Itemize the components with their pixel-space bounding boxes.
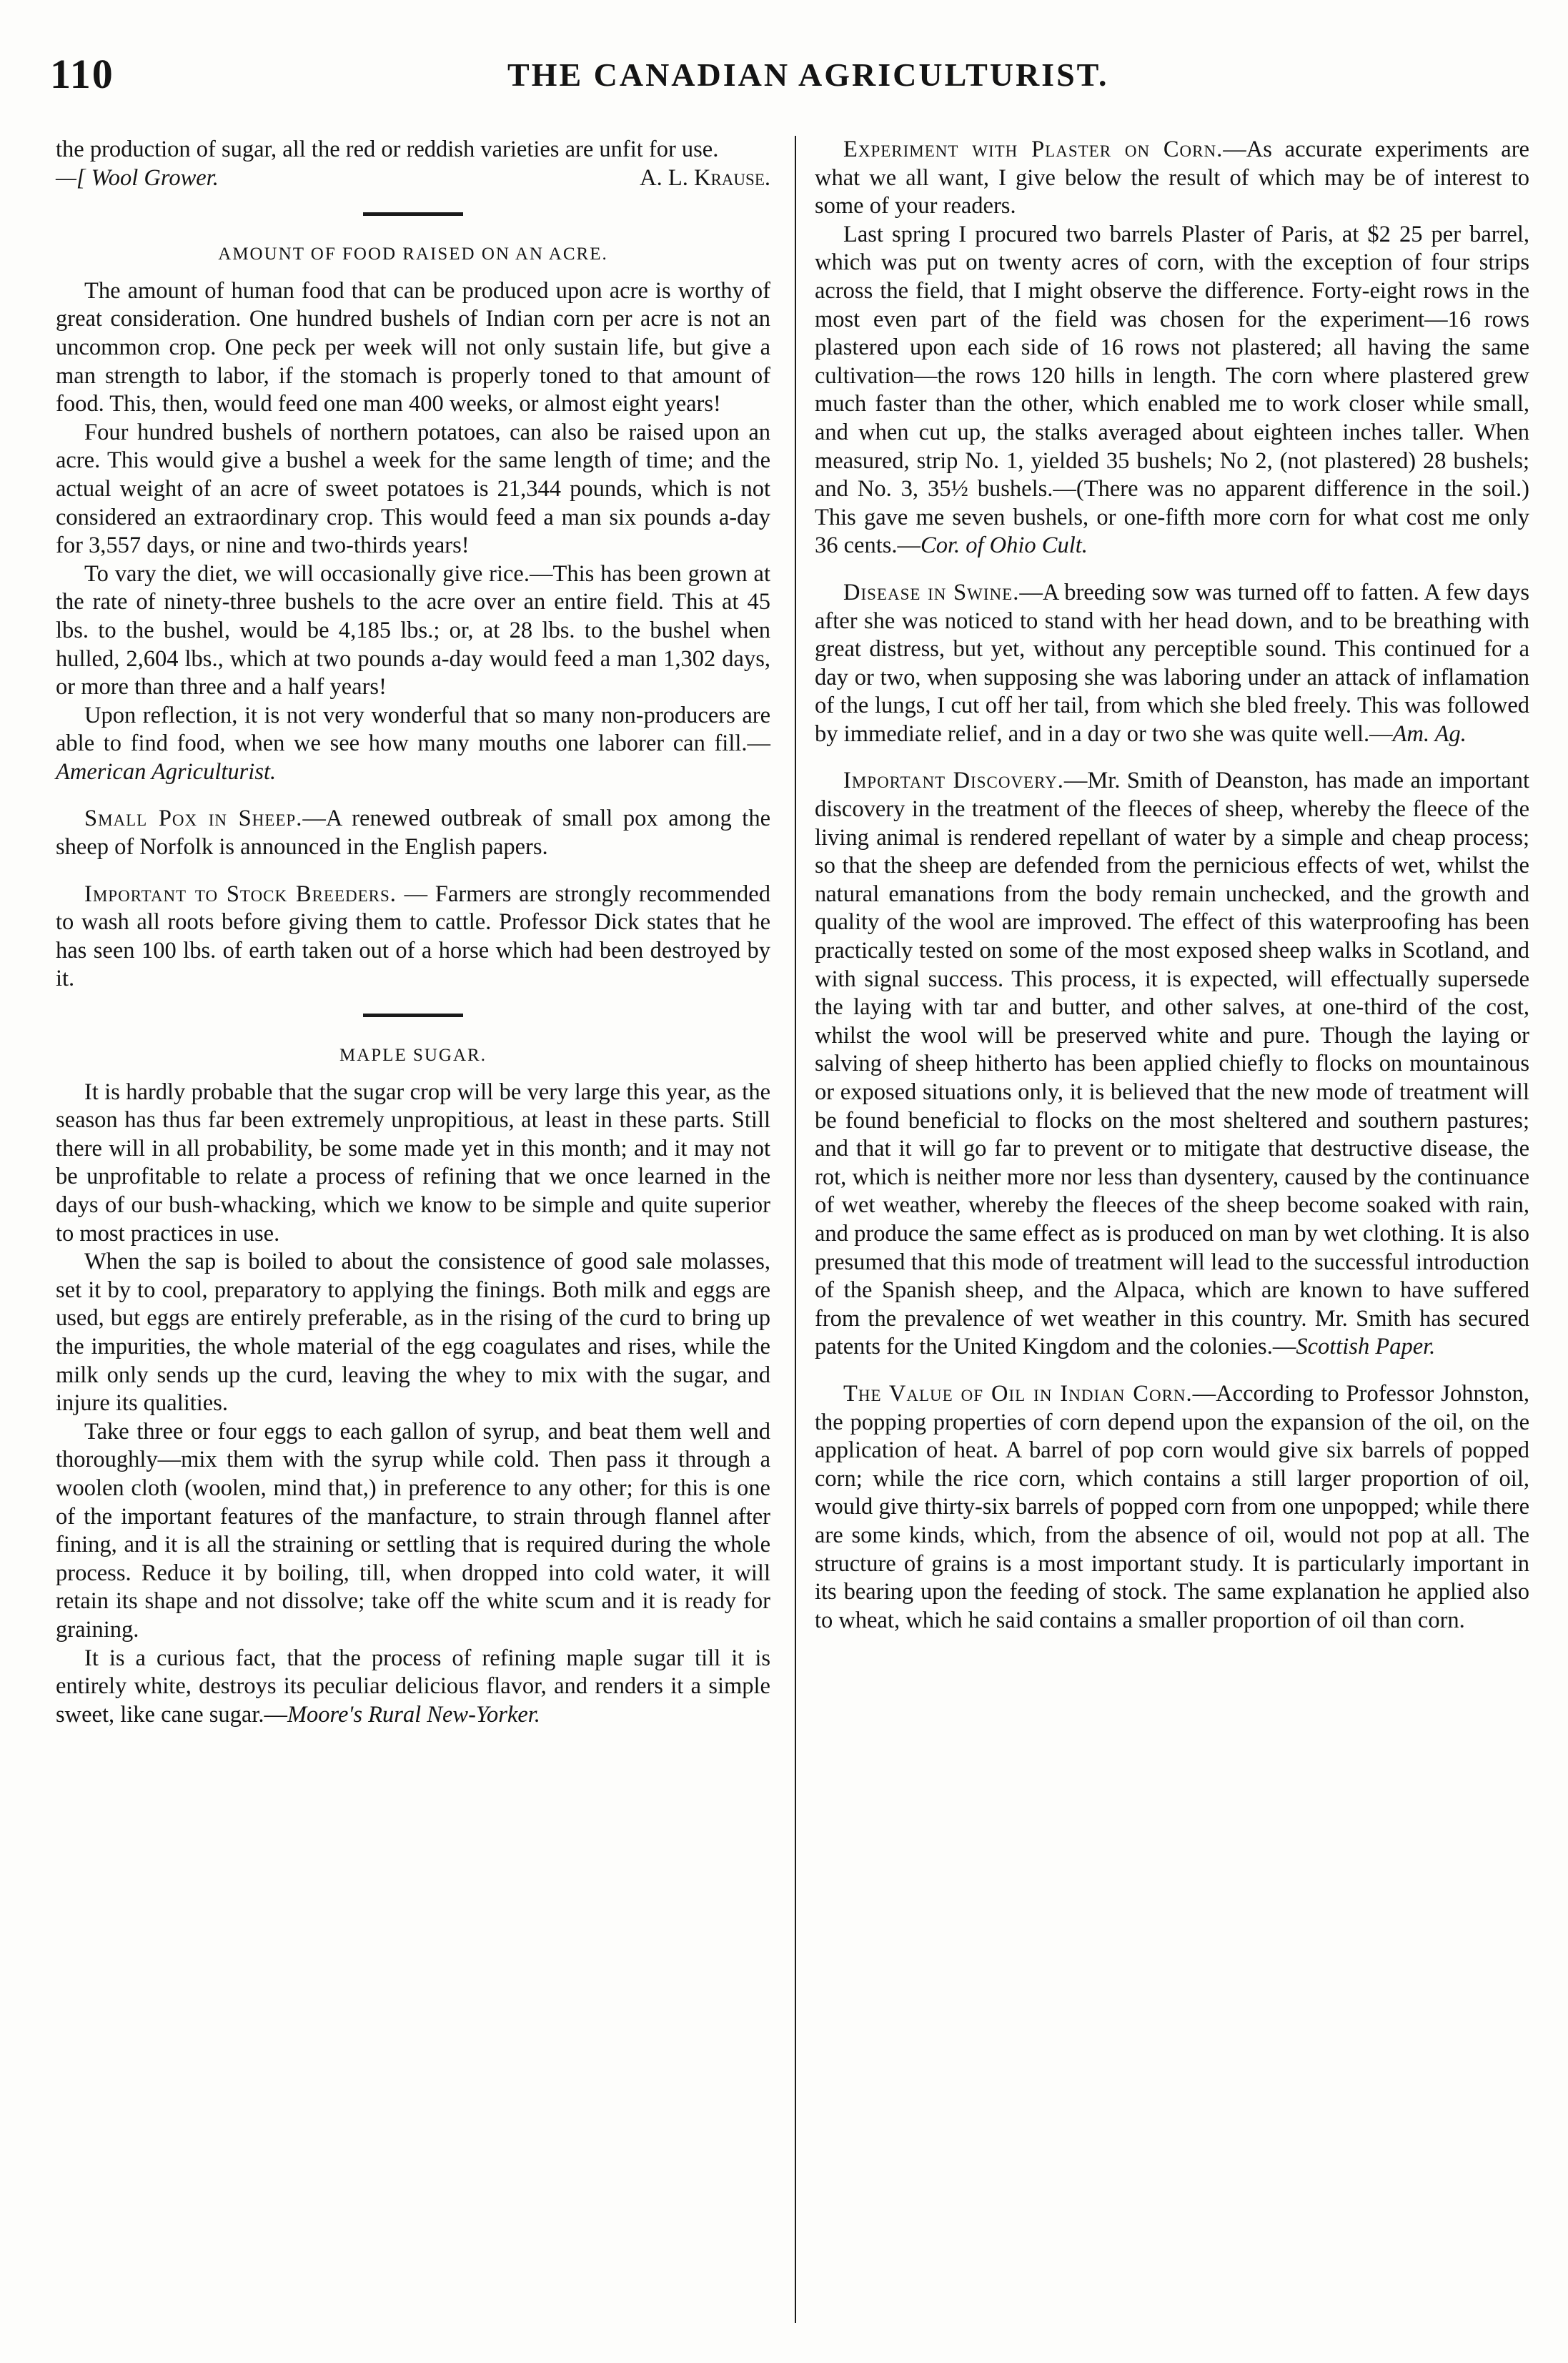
running-title: THE CANADIAN AGRICULTURIST. [507, 56, 1109, 93]
article-plaster [815, 136, 1529, 560]
closing-text: Upon reflection, it is not very wonderful that so many non-producers are able to find food, when we see how many mouths one laborer can fill.— [56, 702, 770, 757]
article-source: Scottish Paper. [1296, 1334, 1436, 1360]
article-text: It is a curious fact, that the process of refining maple sugar till it is entirely white, destroys its peculiar delicious flavor, and renders it a simple sweet, like cane sugar.— [56, 1645, 770, 1728]
article-source: Cor. of Ohio Cult. [921, 532, 1088, 559]
article-lead: Disease in Swine. [843, 579, 1020, 605]
article-paragraph: To vary the diet, we will occasionally give rice.—This has been grown at the rate of ninety-three bushels to the acre over an entire field. This at 45 lbs. to the bushel, would be 4,185 lbs.; or, at 28 lbs. to the bushel when hulled, 2,604 lbs., which at two pounds a-day would feed a man 1,302 days, or more than three and a half years! [56, 560, 770, 700]
section-rule [363, 212, 463, 216]
article-text: —As accurate experiments are what we all want, I give below the result of which may be of interest to some of your readers. [815, 137, 1529, 219]
article-text: Last spring I procured two barrels Plaster of Paris, at $2 25 per barrel, which was put on twenty acres of corn, with the exception of four strips across the field, that I might observe the difference. Forty-eight rows in the most even part of the field was chosen for the experiment—16 rows plastered upon each side of 16 rows not plastered; all having the same cultivation—the rows 120 hills in length. The corn where plastered grew much faster than the other, which enabled me to work closer while small, and when cut up, the stalks averaged about eighteen inches taller. When measured, strip No. 1, yielded 35 bushels; No 2, (not plastered) 28 bushels; and No. 3, 35½ bushels.—(There was no apparent difference in the soil.) This gave me seven bushels, or one-fifth more corn for what cost me only 36 cents.— [815, 221, 1529, 559]
article-lead: Important to Stock Breeders. [84, 881, 397, 907]
article-stock-breeders [56, 881, 770, 994]
page-number: 110 [50, 51, 114, 97]
article-paragraph [56, 1645, 770, 1730]
article-source: —[ Wool Grower. [56, 164, 219, 191]
article-small-pox [56, 805, 770, 861]
article-oil-corn [815, 1380, 1529, 1635]
article-paragraph: Four hundred bushels of northern potatoes, can also be raised upon an acre. This would give a bushel a week for the same length of time; and the actual weight of an acre of sweet potatoes is 21,344 pounds, which is not considered an extraordinary crop. This would feed a man six pounds a-day for 3,557 days, or nine and two-thirds years! [56, 419, 770, 559]
article-heading: MAPLE SUGAR. [339, 1046, 487, 1066]
article-heading: AMOUNT OF FOOD RAISED ON AN ACRE. [218, 244, 608, 264]
column-divider [795, 136, 796, 2323]
spacer [56, 786, 770, 805]
article-text: — Farmers are strongly recommended to wash all roots before giving them to cattle. Professor Dick states that he has seen 100 lbs. of earth taken out of a horse which had been destroyed by it. [56, 881, 770, 992]
article-swine [815, 579, 1529, 749]
article-text: —A renewed outbreak of small pox among the sheep of Norfolk is announced in the English papers. [56, 806, 771, 861]
section-rule [363, 1014, 463, 1017]
right-column [815, 136, 1529, 1635]
article-amount-of-food [56, 240, 770, 786]
article-text: —According to Professor Johnston, the popping properties of corn depend upon the expansion of the oil, on the application of heat. A barrel of pop corn would give six barrels of popped corn; while the rice corn, which contains a still larger proportion of oil, would give thirty-six barrels of popped corn from one unpopped; while there are some kinds, which, from the absence of oil, would not pop at all. The structure of grains is a most important study. It is particularly important in its bearing upon the feeding of stock. The same explanation he applied also to wheat, which he said contains a smaller proportion of oil than corn. [815, 1380, 1529, 1633]
spacer [815, 1362, 1529, 1380]
article-paragraph: When the sap is boiled to about the consistence of good sale molasses, set it by to cool, preparatory to applying the finings. Both milk and eggs are used, but eggs are entirely preferable, as in the rising of the curd to bring up the impurities, the whole material of the egg coagulates and rises, while the milk only sends up the curd, leaving the whey to mix with the sugar, and injure its qualities. [56, 1249, 770, 1417]
article-paragraph: Take three or four eggs to each gallon of syrup, and beat them well and thoroughly—mix them with the syrup while cold. Then pass it through a woolen cloth (woolen, mind that,) in preference to any other; for this is one of the important features of the manfacture, to strain through flannel after fining, and it is all the straining or settling that is required during the whole process. Reduce it by boiling, till, when dropped into cold water, it will retain its shape and not dissolve; take off the white scum and it is ready for graining. [56, 1418, 770, 1643]
article-paragraph: It is hardly probable that the sugar crop will be very large this year, as the season has thus far been extremely unpropitious, at least in these parts. Still there will in all probability, be some made yet in this month; and it may not be unprofitable to relate a process of refining that we once learned in the days of our bush-whacking, which we know to be simple and quite superior to most practices in use. [56, 1079, 770, 1247]
article-source: Moore's Rural New-Yorker. [287, 1701, 540, 1728]
article-text: —A breeding sow was turned off to fatten. A few days after she was noticed to stand with her head down, and to be breathing with great distress, but yet, without any perceptible sound. This continued for a day or two, when supposing she was laboring under an attack of inflamation of the lungs, I cut off her tail, from which she bled freely. This was followed by immediate relief, and in a day or two she was quite well.— [815, 579, 1529, 747]
page-header [50, 50, 1525, 107]
left-column [56, 136, 770, 1729]
article-maple-sugar [56, 1041, 770, 1729]
spacer [815, 748, 1529, 767]
continuation-article [56, 136, 770, 192]
article-source: American Agriculturist. [56, 758, 277, 785]
article-paragraph: The amount of human food that can be produced upon acre is worthy of great consideration. One hundred bushels of Indian corn per acre is not an uncommon crop. One peck per week will not only sustain life, but give a man strength to labor, if the stomach is properly toned to that amount of food. This, then, would feed one man 400 weeks, or almost eight years! [56, 277, 770, 417]
article-text: —Mr. Smith of Deanston, has made an important discovery in the treatment of the fleeces of sheep, whereby the fleece of the living animal is rendered repellant of water by a simple and cheap process; so that the sheep are defended from the pernicious effects of wet, whilst the natural emanations from the body remain unchecked, and the growth and quality of the wool are improved. The effect of this waterproofing has been practically tested on some of the most exposed sheep walks in Scotland, and with signal success. This process, it is expected, will effectually supersede the laying with tar and butter, and other salves, at one-third of the cost, whilst the wool will be preserved white and pure. Though the laying or salving of sheep hitherto has been applied chiefly to flocks on mountainous or exposed situations only, it is believed that the new mode of treatment will be found beneficial to flocks on the most sheltered and southern pastures; and that it will go far to prevent or to mitigate that destructive disease, the rot, which is neither more nor less than dysentery, caused by the continuance of wet weather, whereby the fleeces of the sheep become soaked with rain, and produce the same effect as is produced on man by wet clothing. It is also presumed that this mode of treatment will lead to the successful introduction of the Spanish sheep, and the Alpaca, which are known to have suffered from the prevalence of wet weather in this country. Mr. Smith has secured patents for the United Kingdom and the colonies.— [815, 768, 1529, 1360]
signature: A. L. Krause. [640, 164, 770, 191]
article-discovery [815, 767, 1529, 1361]
article-lead: Small Pox in Sheep. [84, 806, 303, 832]
article-lead: Experiment with Plaster on Corn. [843, 137, 1224, 162]
article-paragraph [56, 702, 770, 787]
article-source: Am. Ag. [1392, 720, 1467, 747]
continuation-text: the production of sugar, all the red or reddish varieties are unfit for use. [56, 137, 719, 162]
article-lead: The Value of Oil in Indian Corn. [843, 1380, 1193, 1407]
spacer [56, 862, 770, 881]
article-lead: Important Discovery. [843, 768, 1064, 794]
spacer [815, 560, 1529, 579]
